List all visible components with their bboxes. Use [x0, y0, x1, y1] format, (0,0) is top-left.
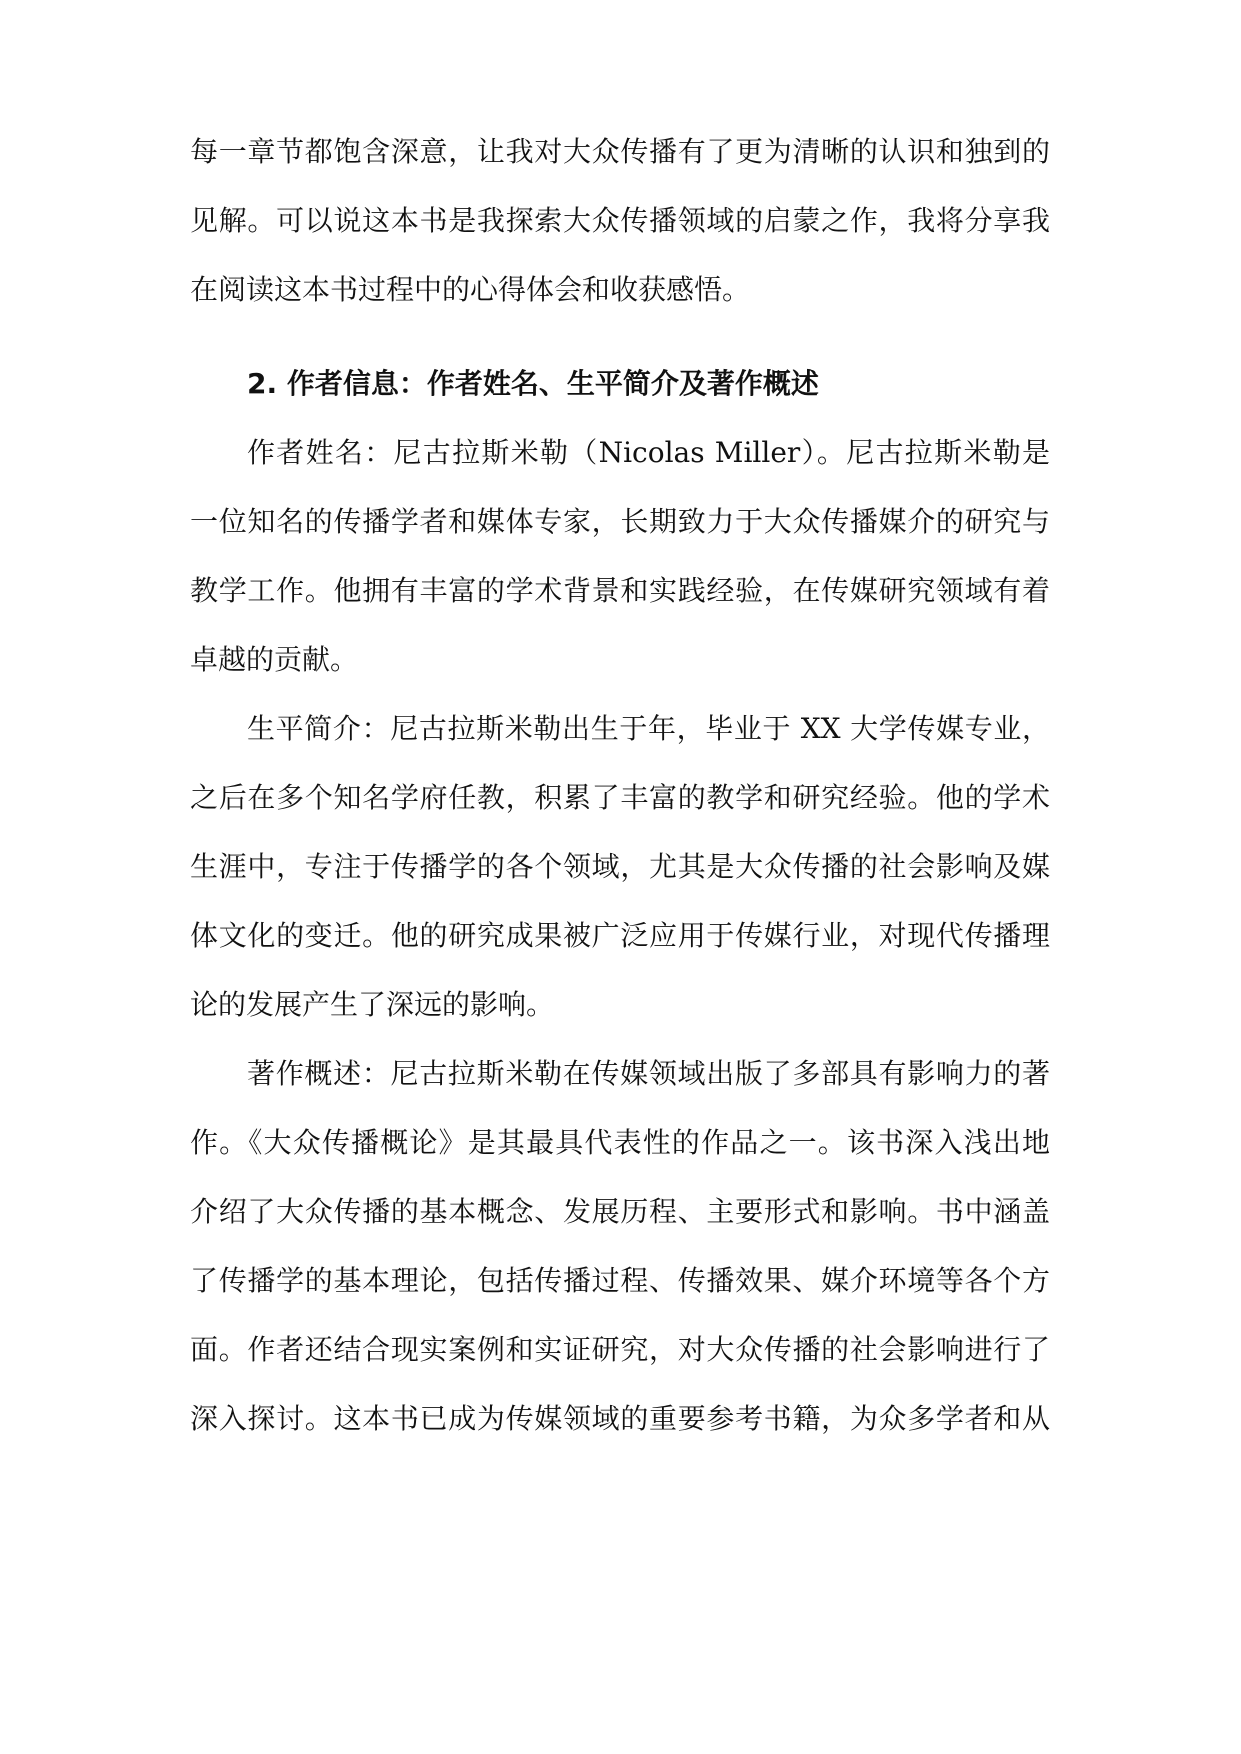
biography-line-5: 论的发展产生了深远的影响。	[190, 988, 555, 1021]
works-line-3: 介绍了大众传播的基本概念、发展历程、主要形式和影响。书中涵盖	[190, 1195, 1050, 1228]
author-name-line-3: 教学工作。他拥有丰富的学术背景和实践经验，在传媒研究领域有着	[190, 574, 1050, 607]
author-name-line-1: 作者姓名：尼古拉斯米勒（Nicolas Miller）。尼古拉斯米勒是	[247, 436, 1050, 469]
biography-line-2: 之后在多个知名学府任教，积累了丰富的教学和研究经验。他的学术	[190, 781, 1050, 814]
author-name-line-2: 一位知名的传播学者和媒体专家，长期致力于大众传播媒介的研究与	[190, 505, 1050, 538]
biography-line-1: 生平简介：尼古拉斯米勒出生于年，毕业于 XX 大学传媒专业，	[247, 712, 1050, 745]
works-line-6: 深入探讨。这本书已成为传媒领域的重要参考书籍，为众多学者和从	[190, 1402, 1050, 1435]
works-line-2: 作。《大众传播概论》是其最具代表性的作品之一。该书深入浅出地	[190, 1126, 1050, 1159]
biography-line-4: 体文化的变迁。他的研究成果被广泛应用于传媒行业，对现代传播理	[190, 919, 1050, 952]
intro-line-2: 见解。可以说这本书是我探索大众传播领域的启蒙之作，我将分享我	[190, 204, 1050, 237]
biography-line-3: 生涯中，专注于传播学的各个领域，尤其是大众传播的社会影响及媒	[190, 850, 1050, 883]
works-line-5: 面。作者还结合现实案例和实证研究，对大众传播的社会影响进行了	[190, 1333, 1050, 1366]
intro-line-1: 每一章节都饱含深意，让我对大众传播有了更为清晰的认识和独到的	[190, 135, 1050, 168]
works-line-1: 著作概述：尼古拉斯米勒在传媒领域出版了多部具有影响力的著	[247, 1057, 1050, 1090]
works-line-4: 了传播学的基本理论，包括传播过程、传播效果、媒介环境等各个方	[190, 1264, 1050, 1297]
intro-line-3: 在阅读这本书过程中的心得体会和收获感悟。	[190, 273, 751, 306]
section-heading: 2. 作者信息：作者姓名、生平简介及著作概述	[247, 367, 819, 400]
author-name-line-4: 卓越的贡献。	[190, 643, 359, 676]
